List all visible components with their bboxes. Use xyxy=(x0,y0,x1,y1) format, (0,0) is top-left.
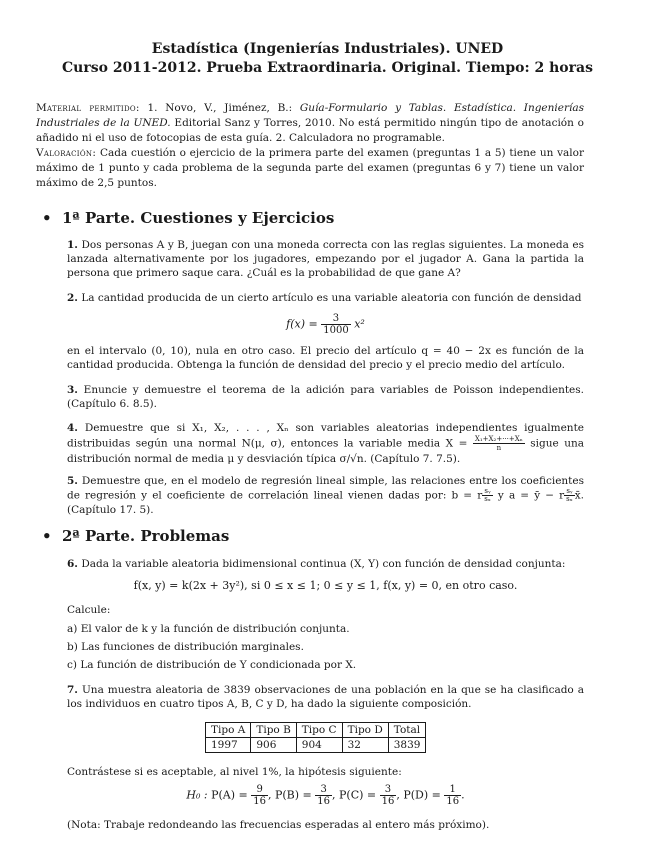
table-header: Tipo C xyxy=(296,723,342,738)
q1-number: 1. xyxy=(67,239,78,251)
q5-text-b: x̄. (Capítulo 17. 5). xyxy=(67,489,584,516)
pb-num: 3 xyxy=(315,784,332,796)
q7-nota: (Nota: Trabaje redondeando las frecuencias esperadas al entero más próximo). xyxy=(67,819,490,831)
q6-number: 6. xyxy=(67,558,78,570)
q4-frac-num: X₁+X₂+···+Xₙ xyxy=(474,435,523,443)
q6-calcule: Calcule: xyxy=(67,604,111,616)
question-3 xyxy=(67,383,584,411)
table-row xyxy=(206,738,426,753)
part2-heading xyxy=(42,527,229,545)
q4-fraction xyxy=(473,435,525,452)
table-cell: 3839 xyxy=(388,738,426,753)
pa-label: P(A) = xyxy=(211,788,248,802)
question-2 xyxy=(67,291,584,305)
pd-label: , P(D) = xyxy=(396,788,441,802)
q5-f1-den: sₓ xyxy=(484,495,491,503)
instructions xyxy=(36,101,584,191)
q2-eq-den: 1000 xyxy=(323,325,349,336)
q2-number: 2. xyxy=(67,292,78,304)
q7-number: 7. xyxy=(67,684,78,696)
table-cell: 32 xyxy=(342,738,388,753)
bullet-icon: • xyxy=(42,209,52,227)
question-4 xyxy=(67,421,584,466)
pd-num: 1 xyxy=(444,784,461,796)
q4-number: 4. xyxy=(67,422,78,434)
table-header: Total xyxy=(388,723,426,738)
q2-continuation xyxy=(67,344,584,372)
pb-label: , P(B) = xyxy=(268,788,312,802)
q2-eq-lhs: f(x) = xyxy=(286,317,318,331)
q6-text: Dada la variable aleatoria bidimensional continua (X, Y) con función de densidad conjunta: xyxy=(81,558,566,570)
q6-equation: f(x, y) = k(2x + 3y²), si 0 ≤ x ≤ 1; 0 ≤ y ≤ 1, f(x, y) = 0, en otro caso. xyxy=(133,579,518,592)
material-text-2: Editorial Sanz y Torres, 2010. No está permitido ningún tipo de anotación o añadido ni el uso de fotocopias de esta guía. 2. Calculadora no programable. xyxy=(36,117,585,144)
q2-eq-fraction xyxy=(321,313,350,336)
pd-fraction xyxy=(444,784,461,807)
q5-fraction-1 xyxy=(482,488,493,503)
material-label: Material permitido: xyxy=(36,102,140,114)
bullet-icon: • xyxy=(42,527,52,545)
question-7 xyxy=(67,683,584,711)
table-header: Tipo D xyxy=(342,723,388,738)
pa-den: 16 xyxy=(253,796,266,807)
q5-fraction-2 xyxy=(564,488,575,503)
q6-item-c: c) La función de distribución de Y condicionada por X. xyxy=(67,659,357,671)
pc-den: 16 xyxy=(381,796,395,807)
q3-number: 3. xyxy=(67,384,78,396)
q2-text-b: en el intervalo (0, 10), nula en otro caso. El precio del artículo q = 40 − 2x es función de la cantidad producida. Obtenga la función de densidad del precio y el precio medio del artículo. xyxy=(67,345,584,371)
h0-label: H₀ : xyxy=(186,788,208,802)
pd-den: 16 xyxy=(446,796,460,807)
table-header: Tipo A xyxy=(206,723,251,738)
h0-end: . xyxy=(461,788,465,802)
q7-text: Una muestra aleatoria de 3839 observaciones de una población en la que se ha clasificado a los individuos en cuatro tipos A, B, C y D, ha dado la siguiente composición. xyxy=(67,684,584,710)
pc-fraction xyxy=(380,784,397,807)
q2-text-a: La cantidad producida de un cierto artículo es una variable aleatoria con función de densidad xyxy=(81,292,582,304)
composition-table xyxy=(205,722,426,753)
part1-heading xyxy=(42,209,334,227)
q7-hypothesis xyxy=(67,784,584,807)
q4-text-b: sigue una distribución normal de media μ y desviación típica σ/√n. (Capítulo 7. 7.5). xyxy=(67,437,584,465)
valoracion-text: Cada cuestión o ejercicio de la primera parte del examen (preguntas 1 a 5) tiene un valor máximo de 1 punto y cada problema de la segunda parte del examen (preguntas 6 y 7) tiene un valor máximo de 2,5 puntos. xyxy=(36,147,584,189)
table-header-row xyxy=(206,723,426,738)
q5-text-a: Demuestre que, en el modelo de regresión lineal simple, las relaciones entre los coeficientes de regresión y el coeficiente de correlación lineal vienen dadas por: b = r xyxy=(67,475,584,502)
material-text-1: 1. Novo, V., Jiménez, B.: xyxy=(147,102,293,114)
title-line-2: Curso 2011-2012. Prueba Extraordinaria. Original. Tiempo: 2 horas xyxy=(62,60,593,76)
q6-item-a: a) El valor de k y la función de distribución conjunta. xyxy=(67,623,350,635)
valoracion-label: Valoración: xyxy=(36,147,97,159)
pa-fraction xyxy=(251,784,268,807)
question-6 xyxy=(67,557,584,571)
question-5 xyxy=(67,474,584,517)
q5-f2-den: sₓ xyxy=(566,495,573,503)
table-cell: 904 xyxy=(296,738,342,753)
pc-label: , P(C) = xyxy=(332,788,377,802)
q4-frac-den: n xyxy=(496,444,502,452)
title-line-1: Estadística (Ingenierías Industriales). UNED xyxy=(151,41,504,57)
q5-f2-num: sᵧ xyxy=(564,488,575,496)
pc-num: 3 xyxy=(380,784,397,796)
q7-contraste: Contrástese si es aceptable, al nivel 1%, la hipótesis siguiente: xyxy=(67,766,402,778)
pb-den: 16 xyxy=(317,796,331,807)
part1-title: 1ª Parte. Cuestiones y Ejercicios xyxy=(62,209,335,227)
material-book: Guía-Formulario y Tablas. Estadística. Ingenierías Industriales de la UNED. xyxy=(36,102,584,129)
q6-item-b: b) Las funciones de distribución marginales. xyxy=(67,641,304,653)
q3-text: Enuncie y demuestre el teorema de la adición para variables de Poisson independientes. (Capítulo 6. 8.5). xyxy=(67,384,584,410)
question-1 xyxy=(67,238,584,280)
pa-num: 9 xyxy=(251,784,268,796)
q1-text: Dos personas A y B, juegan con una moneda correcta con las reglas siguientes. La moneda es lanzada alternativamente por los jugadores, empezando por el jugador A. Gana la partida la persona que primero saque cara. ¿Cuál es la probabilidad de que gane A? xyxy=(67,239,584,279)
table-cell: 906 xyxy=(251,738,296,753)
q5-text-mid: y a = ȳ − r xyxy=(497,489,565,502)
q2-eq-num: 3 xyxy=(321,313,350,325)
pb-fraction xyxy=(315,784,332,807)
table-cell: 1997 xyxy=(206,738,251,753)
table-header: Tipo B xyxy=(251,723,296,738)
q5-number: 5. xyxy=(67,475,78,487)
q2-equation xyxy=(67,313,584,336)
part2-title: 2ª Parte. Problemas xyxy=(62,527,230,545)
q5-f1-num: sᵧ xyxy=(482,488,493,496)
q4-text-a: Demuestre que si X₁, X₂, . . . , Xₙ son variables aleatorias independientes igualmente distribuidas según una normal N(μ, σ), entonces la variable media X = xyxy=(67,422,585,450)
q2-eq-rhs: x² xyxy=(354,317,365,331)
